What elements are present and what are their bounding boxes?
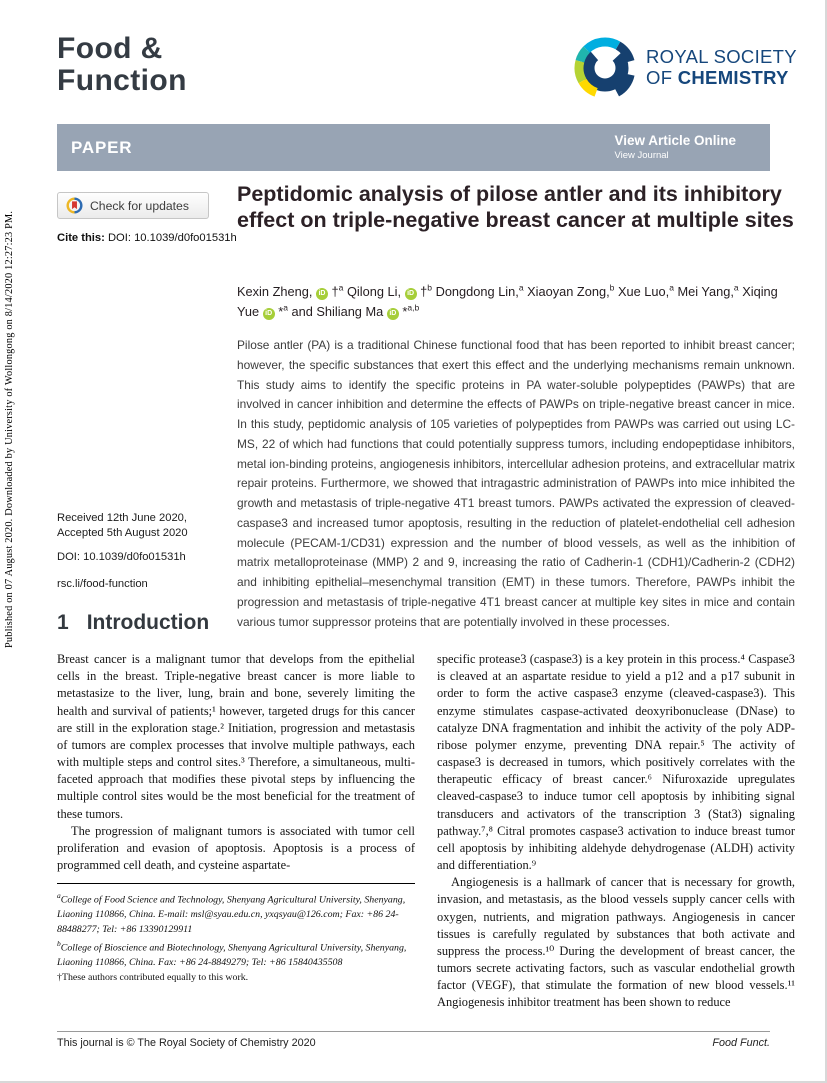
- author: Kexin Zheng, iD †$^a$: [237, 283, 344, 300]
- author: Mei Yang,$^a$: [677, 283, 739, 300]
- orcid-icon[interactable]: iD: [263, 308, 275, 320]
- section-heading-introduction: 1 Introduction: [57, 611, 210, 634]
- paragraph: specific protease3 (caspase3) is a key protein in this process.⁴ Caspase3 is cleaved at an aspartate residue to yield a p12 and a p17 subunit in order to form the active caspase3 enzyme (cleaved-caspase3). This enzyme stimulates caspase-activated deoxyribonuclease (DNase) to catalyze DNA fragmentation and inhibit the activity of the poly ADP-ribose polymer enzyme, preventing DNA repair.⁵ The activity of caspase3 is decreased in tumors, which positively correlates with the therapeutic efficacy of breast cancer.⁶ Nifuroxazide upregulates cleaved-caspase3 to induce tumor cell apoptosis by inhibiting signal transducers and activators of the transcription 3 (Stat3) signaling pathway.⁷,⁸ Citral promotes caspase3 activation to induce breast tumor cell apoptosis by inhibiting aldehyde dehydrogenase (ALDH) activity and differentiation.⁹: [437, 652, 795, 873]
- journal-title: Food & Function: [57, 32, 187, 98]
- right-column-paragraphs: [437, 651, 795, 1012]
- paragraph: Angiogenesis is a hallmark of cancer that is necessary for growth, invasion, and metastasis, as the blood vessels supply cancer cells with oxygen, nutrients, and migration pathways. Angiogenesis in cancer tissues is carefully regulated by substances that both activate and suppress the process.¹⁰ During the development of breast cancer, the tumors secrete activating factors, such as vascular endothelial growth factor (VEGF), that stimulate the formation of new blood vessels.¹¹ Angiogenesis inhibitor treatment has been shown to reduce: [437, 875, 795, 1010]
- author: Qilong Li, iD †$^b$: [346, 283, 433, 300]
- right-column: [437, 651, 795, 1012]
- crossmark-icon: [66, 197, 83, 214]
- footnote: $^b$College of Bioscience and Biotechnology, Shenyang Agricultural University, Shenyang, Liaoning 110866, China. Fax: +86 24-8849279; Tel: +86 15840435508: [57, 939, 407, 969]
- author: Xue Luo,$^a$: [617, 283, 674, 300]
- view-article-online-link[interactable]: View Article Online: [614, 133, 736, 149]
- author: Xiaoyan Zong,$^b$: [527, 283, 615, 300]
- journal-url-link[interactable]: rsc.li/food-function: [57, 578, 148, 591]
- check-for-updates-label: Check for updates: [90, 198, 189, 213]
- rsc-logo-text: ROYAL SOCIETY OF CHEMISTRY: [646, 46, 797, 88]
- received-date: Received 12th June 2020,: [57, 512, 187, 524]
- footer-rule: [57, 1031, 770, 1032]
- footnote-rule: [57, 883, 415, 884]
- author: Xiqing Yue iD *$^a$: [237, 284, 778, 320]
- view-journal-link[interactable]: View Journal: [614, 150, 669, 161]
- footnotes: [57, 890, 415, 986]
- footnote: $^a$College of Food Science and Technology, Shenyang Agricultural University, Shenyang, Liaoning 110866, China. E-mail: msl@syau.edu.cn, yxqsyau@126.com; Fax: +86 24-88488277; Tel: +86 13390129911: [57, 891, 406, 936]
- paragraph: Breast cancer is a malignant tumor that develops from the epithelial cells in the breast. Triple-negative breast cancer is more liable to metastasize to the liver, lung, brain and bone, severely limiting the health and survival of patients;¹ however, targeted drugs for this cancer are still in the exploration stage.² Initiation, progression and metastasis of tumors are complex processes that involve multiple pathways, each with multiple steps and control sites.³ Therefore, a simultaneous, multi-faceted approach that modifies these pivotal steps by influencing the multiple control sites would be the most beneficial for the treatment of these tumors.: [57, 652, 415, 821]
- paragraph: The progression of malignant tumors is associated with tumor cell proliferation and evasion of apoptosis. Apoptosis is a process of programmed cell death, and cysteine aspartate-: [57, 823, 415, 873]
- abstract-text: Pilose antler (PA) is a traditional Chinese functional food that has been reported to inhibit breast cancer; however, the specific substances that exert this effect and the underlying mechanisms remain unknown. This study aims to identify the specific proteins in PA water-soluble polypeptides (PAWPs) that are involved in cancer inhibition and determine the effects of PAWPs on triple-negative breast cancer in mice. In this study, peptidomic analysis of 105 varieties of polypeptides from PAWPs was carried out using LC-MS, 22 of which had functions that could potentially suppress tumors, including endopeptidase inhibitors, metal ion-binding proteins, angiogenesis inhibitors, intercellular adhesion proteins, and extracellular matrix repair proteins. Furthermore, we showed that intragastric administration of PAWPs into mice inhibited the growth and metastasis of triple-negative 4T1 breast tumors. PAWPs activated the expression of cleaved-caspase3 and increased tumor apoptosis, resulting in the reduction of platelet-endothelial cell adhesion molecule (PECAM-1/CD31) expression and the number of blood vessels, as well as the inhibition of matrix metalloproteinase (MMP) 2 and 9, increasing the ratio of Cadherin-1 (CDH1)/Cadherin-2 (CDH2) and inhibiting epithelial–mesenchymal transition (EMT) in these tumors. Therefore, PAWPs inhibit the progression and metastasis of triple-negative 4T1 breast cancer at multiple key sites in mice and contain various tumor suppressor proteins that are potentially involved in these processes.: [237, 338, 795, 629]
- article-type-banner: [57, 124, 770, 171]
- article-title: Peptidomic analysis of pilose antler and its inhibitory effect on triple-negative breast cancer at multiple sites: [237, 182, 794, 233]
- author: Dongdong Lin,$^a$: [435, 283, 524, 300]
- doi-text: DOI: 10.1039/d0fo01531h: [57, 550, 186, 563]
- accepted-date: Accepted 5th August 2020: [57, 526, 188, 539]
- left-column: [57, 651, 415, 1012]
- article-type-label: PAPER: [71, 137, 133, 157]
- footnote: †These authors contributed equally to this work.: [57, 972, 249, 984]
- orcid-icon[interactable]: iD: [405, 288, 417, 300]
- citation-line: Cite this: DOI: 10.1039/d0fo01531h: [57, 232, 237, 244]
- download-provenance-note: Published on 07 August 2020. Downloaded by University of Wollongong on 8/14/2020 12:27:23 PM.: [4, 210, 15, 648]
- check-for-updates-button[interactable]: [57, 192, 209, 219]
- rsc-logo: [573, 36, 797, 100]
- orcid-icon[interactable]: iD: [316, 288, 328, 300]
- body-columns: [57, 651, 795, 1012]
- author: and Shiliang Ma iD *$^{a,b}$: [291, 303, 420, 320]
- author-line: [237, 282, 797, 322]
- page-footer: [57, 1037, 770, 1049]
- copyright-text: This journal is © The Royal Society of Chemistry 2020: [57, 1037, 316, 1049]
- left-column-paragraphs: [57, 651, 415, 874]
- dates-doi-block: [57, 511, 232, 592]
- rsc-c-icon: [573, 36, 637, 100]
- orcid-icon[interactable]: iD: [387, 308, 399, 320]
- journal-abbreviation: Food Funct.: [712, 1037, 770, 1049]
